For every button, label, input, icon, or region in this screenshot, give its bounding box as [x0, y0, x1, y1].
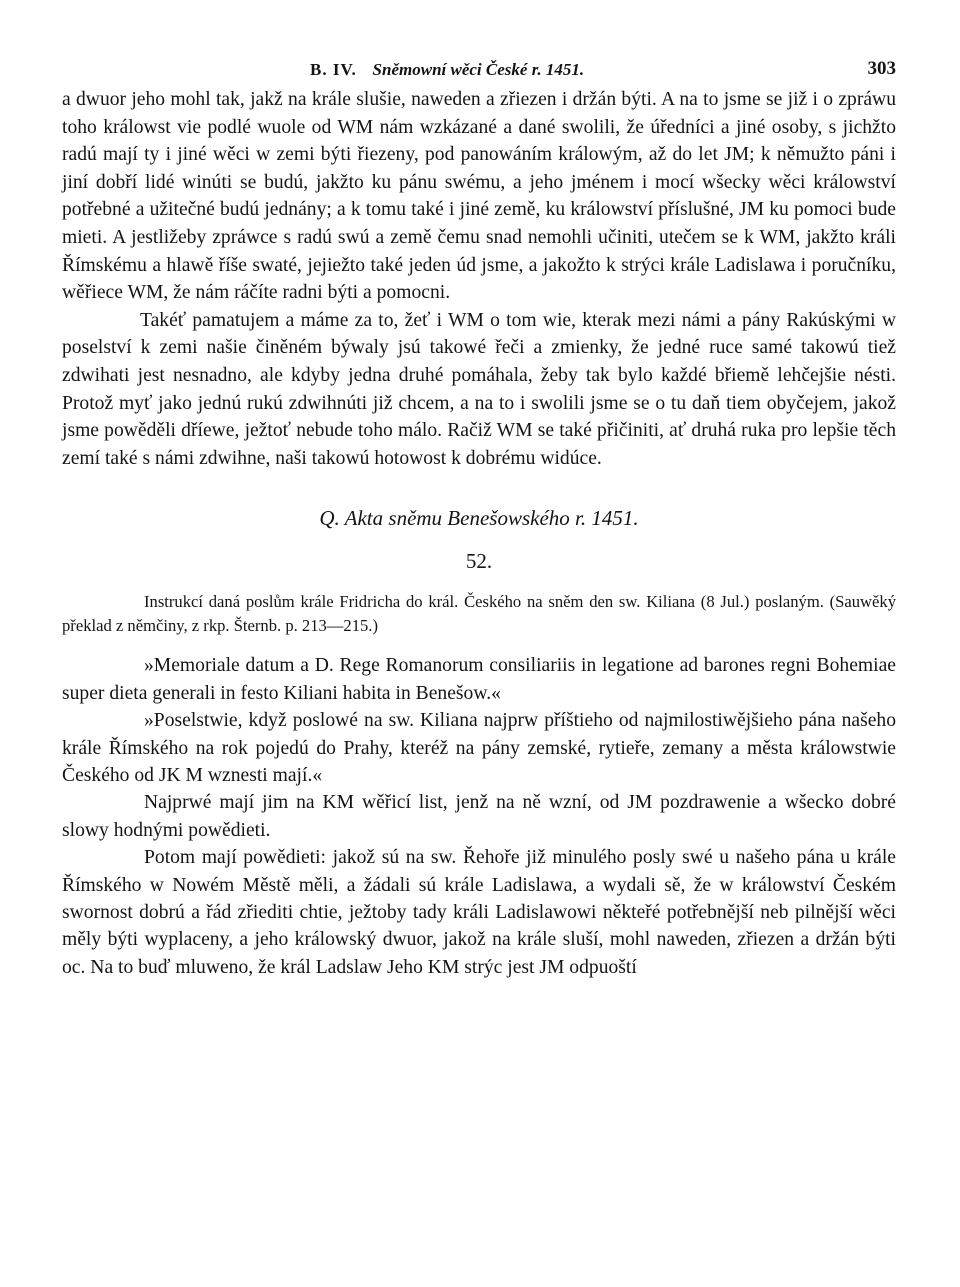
document-page: [62, 56, 896, 981]
paragraph: Potom mají powědieti: jakož sú na sw. Řehoře již minulého posly swé u našeho pána u krále Římského w Nowém Městě měli, a žádali sú krále Ladislawa, a wydali sě, že w králowství Českém swornost dobrú a řád zřiediti chtie, ježtoby tady králi Ladislawowi někteřé potřebnější neb pilnější wěci měly býti wyplaceny, a jeho králowský dwuor, jakož na krále sluší, mohl naweden, zřiezen a držán býti oc. Na to buď mluweno, že král Ladslaw Jeho KM strýc jest JM odpuoští: [62, 847, 896, 978]
document-heading-text: Instrukcí daná poslům krále Fridricha do král. Českého na sněm den sw. Kiliana (8 Jul.) poslaným. (Sauwěký překlad z němčiny, z rkp. Šternb. p. 213—215.): [62, 592, 896, 636]
document-heading: [62, 590, 896, 638]
paragraph: »Poselstwie, když poslowé na sw. Kiliana najprw příštieho od najmilostiwějšieho pána našeho krále Římského na rok pojedú do Prahy, kteréž na pány zemské, rytieře, zemany a města králowstwie Českého od JK M wznesti mají.«: [62, 710, 896, 786]
section-title: [62, 506, 896, 531]
paragraph: »Memoriale datum a D. Rege Romanorum consiliariis in legatione ad barones regni Bohemiae super dieta generali in festo Kiliani habita in Benešow.«: [62, 655, 896, 704]
running-title: [310, 60, 584, 80]
running-header: [62, 56, 896, 86]
section-title-text: Q. Akta sněmu Benešowského r. 1451.: [319, 506, 639, 531]
document-number: 52.: [465, 549, 493, 574]
running-title-text: Sněmowní wěci České r. 1451.: [372, 60, 585, 79]
page-number: 303: [867, 58, 896, 79]
paragraph: Najprwé mají jim na KM wěřicí list, jenž na ně wzní, od JM pozdrawenie a wšecko dobré slowy hodnými powědieti.: [62, 792, 896, 841]
paragraph: Takéť pamatujem a máme za to, žeť i WM o tom wie, kterak mezi námi a pány Rakúskými w poselství k zemi našie činěném býwaly jsú takowé řeči a zmienky, že jedné ruce samé takowú tiež zdwihati jest nesnadno, ale kdyby jedna druhé pomáhala, žeby tak bylo každé břiemě lehčejšie nésti. Protož myť jako jednú rukú zdwihnúti již chcem, a na to i swolili jsme se o tu daň tiem obyčejem, jakož jsme powěděli dříewe, ježtoť nebude toho málo. Račiž WM se také přičiniti, ať druhá ruka pro lepšie těch zemí také s námi zdwihne, naši takowú hotowost k dobrému widúce.: [62, 309, 896, 469]
document-body: [62, 652, 896, 981]
chapter-mark: B. IV.: [310, 60, 357, 79]
paragraph: a dwuor jeho mohl tak, jakž na krále slušie, naweden a zřiezen i držán býti. A na to jsme se již i o zpráwu toho králowst vie podlé wuole od WM nám wzkázané a dané swolili, že úředníci a jiné osoby, s jichžto radú mají ty i jiné wěci w zemi býti řiezeny, pod panowáním králowým, až do let JM; k němužto páni i jiní dobří lidé winúti se budú, jakžto ku pánu swému, a jeho jménem i mocí wšecky wěci králowství potřebné a užitečné budú jednány; a k tomu také i jiné země, ku králowství příslušné, JM ku pomoci bude mieti. A jestližeby zpráwce s radú swú a země čemu snad nemohli učiniti, utečem se k WM, jakžto králi Římskému a hlawě říše swaté, jejiežto také jeden úd jsme, a jakožto k strýci krále Ladislawa i poručníku, wěřiece WM, že nám ráčíte radni býti a pomocni.: [62, 89, 896, 304]
continued-text: [62, 86, 896, 472]
